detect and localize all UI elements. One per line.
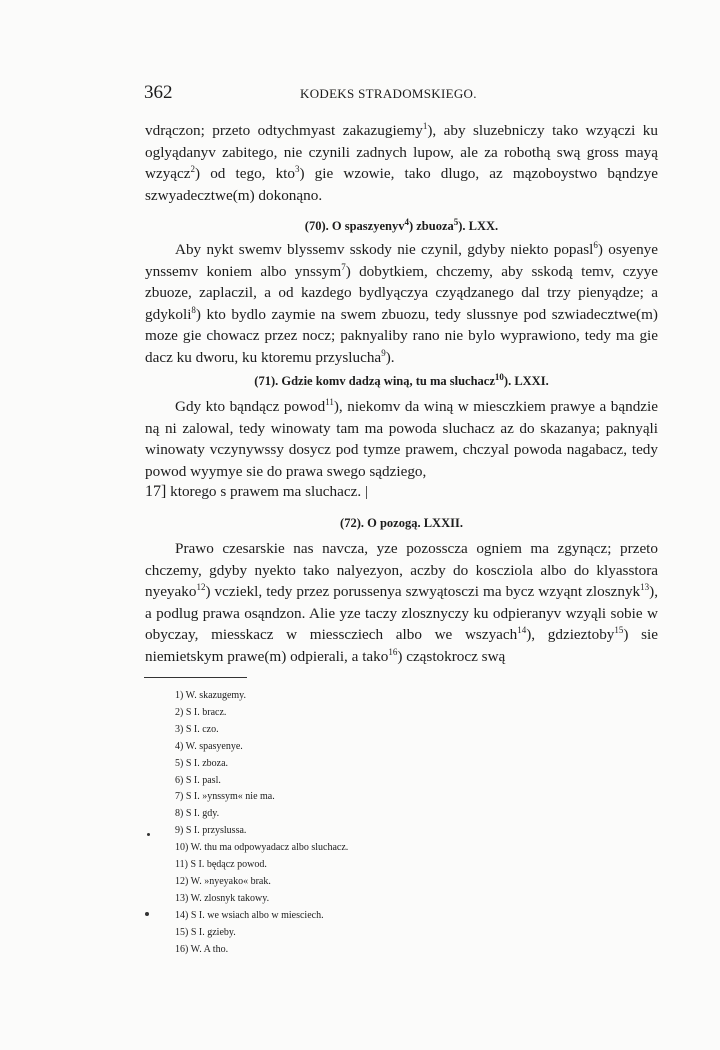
footnote-item — [175, 857, 348, 874]
section-heading-70 — [145, 216, 658, 234]
footnote-item — [175, 789, 348, 806]
text-span: ktorego s prawem ma sluchacz. | — [166, 483, 369, 500]
footnote-ref: 11 — [325, 396, 334, 407]
text-span: Aby nykt swemv blyssemv sskody nie czynil, gdyby niekto popasl — [175, 241, 594, 258]
footnote-ref: 9 — [381, 347, 386, 358]
running-title: KODEKS STRADOMSKIEGO. — [300, 86, 477, 101]
footnote-text: S I. gzieby. — [190, 926, 236, 938]
text-span: ) zbuoza — [408, 219, 454, 233]
footnote-ref: 2 — [190, 164, 196, 175]
footnote-item — [175, 942, 348, 959]
footnote-number: 12) — [175, 875, 189, 887]
scan-speck — [147, 833, 150, 836]
paragraph-3-last-line — [145, 481, 658, 503]
footnote-number: 2) — [175, 706, 184, 718]
footnote-item — [175, 806, 348, 823]
paragraph-2 — [145, 239, 658, 369]
footnote-ref: 3 — [295, 164, 300, 175]
paragraph-4 — [145, 538, 658, 668]
paragraph-1 — [145, 120, 658, 206]
footnote-item — [175, 722, 348, 739]
footnote-text: W. zlosnyk takowy. — [190, 892, 270, 904]
footnote-item — [175, 925, 348, 942]
footnote-item — [175, 688, 348, 705]
footnote-item — [175, 891, 348, 908]
footnote-ref: 13 — [640, 582, 650, 593]
footnote-ref: 5 — [453, 216, 459, 227]
text-span: ), aby sluzebniczy tako wzyączi ku oglyądanyv zabitego, nie czynili zadnych lupow, ale za robothą swą gross mayą wzyącz — [145, 122, 658, 183]
footnote-item — [175, 705, 348, 722]
footnote-number: 10) — [175, 842, 189, 854]
footnote-item — [175, 840, 348, 857]
footnote-item — [175, 874, 348, 891]
paragraph-3 — [145, 396, 658, 482]
footnote-number: 4) — [175, 740, 184, 752]
footnote-item — [175, 756, 348, 773]
footnote-number: 1) — [175, 690, 184, 701]
footnote-number: 13) — [175, 892, 189, 904]
footnote-text: W. »nyeyako« brak. — [190, 875, 271, 887]
footnote-text: S I. przyslussa. — [185, 825, 247, 837]
footnote-number: 7) — [175, 791, 184, 803]
footnote-number: 8) — [175, 808, 184, 820]
text-span: ) kto bydlo zaymie na swem zbuozu, tedy slussnye pod szwiadecztwe(m) moze gie chowacz przez nocz; paknyaliby rano nie bylo wyprawiono, tedy ma gie dacz ku dworu, ku ktoremu przyslucha — [145, 305, 658, 366]
footnote-ref: 12 — [196, 582, 206, 593]
text-span: ) vcziekl, tedy przez porussenya szwyątosczi ma bycz wzyąnt zlosznyk — [205, 583, 641, 601]
text-span: ), a podlug prawa osąndzon. Alie yze taczy zlosznyczy ku odpieranyv wzyąli sobie w obyczay, miesskacz w miessczіech albo we wszyach — [145, 583, 658, 644]
footnote-number: 3) — [175, 723, 184, 735]
footnote-item — [175, 739, 348, 756]
footnote-number: 11) — [175, 859, 188, 871]
footnote-number: 15) — [175, 926, 189, 938]
footnote-number: 16) — [175, 943, 189, 955]
footnote-ref: 6 — [593, 239, 598, 250]
text-span: ) dobytkiem, chczemy, aby sskodą temv, czyye zbuoze, zaplaczil, a od kazdego bydlyączya czyądzanego dal trzy pienyądze; a gdykoli — [145, 262, 658, 323]
folio-marker: 17] — [145, 483, 167, 500]
footnote-ref: 8 — [191, 304, 196, 315]
footnote-ref: 15 — [614, 625, 624, 636]
text-span: ) od tego, kto — [195, 165, 295, 183]
text-span: (70). O spaszyenyv — [304, 219, 405, 233]
footnote-text: W. skazugemy. — [185, 690, 247, 701]
footnote-ref: 10 — [494, 371, 504, 382]
text-span: ) gie wzowie, tako dlugo, az mązoboystwo bąndzye szwyadecztwe(m) dokonąno. — [145, 165, 658, 204]
footnote-text: W. spasyenye. — [185, 740, 243, 752]
footnote-divider — [144, 677, 247, 678]
footnote-text: W. thu ma odpowyadacz albo sluchacz. — [190, 842, 349, 854]
footnote-text: S I. będącz powod. — [190, 859, 267, 871]
footnotes-list — [175, 688, 348, 959]
scan-speck — [145, 912, 149, 916]
footnote-number: 9) — [175, 825, 184, 837]
footnote-number: 14) — [175, 909, 189, 921]
page-number: 362 — [144, 82, 173, 103]
text-span: ). — [385, 348, 395, 366]
text-span: ). LXXI. — [503, 374, 549, 388]
text-span: vdrączon; przeto odtychmyast zakazugiemy — [145, 122, 423, 139]
footnote-text: S I. pasl. — [185, 774, 221, 786]
text-span: ) osyenye ynssemv koniem albo ynssym — [145, 241, 659, 280]
footnote-text: S I. czo. — [185, 723, 219, 735]
text-span: ), niekomv da winą w miesczkiem prawye a bąndzie ną ni zalowal, tedy winowaty tam ma powoda sluchacz az do skazanya; paknyąli winowaty vczynywssy dosycz pod tymze prawem, chczyal powoda nagabacz, tedy powod wyymye sie do prawa swego sądziego, — [145, 398, 658, 480]
footnote-ref: 14 — [517, 625, 527, 636]
text-span: Prawo czesarskie nas navcza, yze pozossczа ogniem ma zgynącz; przeto chczemy, gdyby nyekto tako nalyezyon, aczby do koscziola albo do klyasstora nyeyako — [145, 540, 658, 601]
footnote-item — [175, 908, 348, 925]
footnote-text: S I. zboza. — [185, 757, 229, 769]
footnote-text: S I. we wsiach albo w miesciech. — [190, 909, 324, 921]
section-heading-71 — [145, 371, 658, 389]
text-span: (71). Gdzie komv dadzą winą, tu ma sluchacz — [254, 374, 495, 388]
footnote-ref: 1 — [422, 120, 428, 131]
footnote-text: S I. bracz. — [185, 706, 227, 718]
footnote-ref: 16 — [388, 646, 398, 657]
text-span: ) sie niemietskym prawe(m) odpierali, a tako — [145, 626, 658, 665]
footnote-item — [175, 773, 348, 790]
section-heading-72: (72). O pozogą. LXXII. — [340, 516, 463, 530]
footnote-text: S I. »ynssym« nie ma. — [185, 791, 275, 803]
text-span: Gdy kto bąndącz powod — [175, 398, 326, 415]
text-span: ) cząstokrocz swą — [397, 647, 506, 665]
footnote-text: S I. gdy. — [185, 808, 220, 820]
footnote-text: W. A tho. — [190, 943, 229, 955]
footnote-number: 6) — [175, 774, 184, 786]
text-span: ), gdzieztoby — [526, 626, 615, 644]
footnote-number: 5) — [175, 757, 184, 769]
text-span: ). LXX. — [458, 219, 499, 233]
footnote-ref: 7 — [341, 261, 346, 272]
footnote-item — [175, 823, 348, 840]
footnote-ref: 4 — [404, 216, 409, 227]
